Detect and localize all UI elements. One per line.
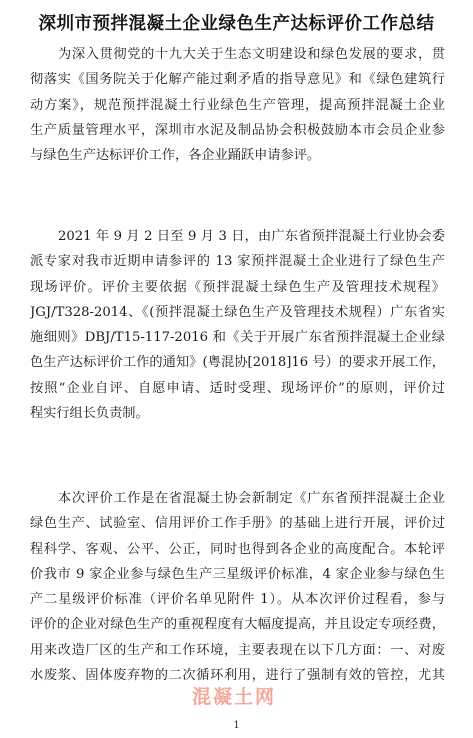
watermark-logo: 混凝土网 (192, 686, 277, 708)
paragraph-line: 施细则》DBJ/T15-117-2016 和《关于开展广东省预拌混凝土企业绿 (30, 330, 445, 346)
paragraph-line: 程实行组长负责制。 (30, 406, 149, 422)
paragraph-line: 动方案》，规范预拌混凝土行业绿色生产管理，提高预拌混凝土企业 (30, 97, 445, 113)
paragraph-line: 用来改造厂区的生产和工作环境，主要表现在以下几方面：一、对废 (30, 642, 445, 658)
paragraph-line: 彻落实《国务院关于化解产能过剩矛盾的指导意见》和《绿色建筑行 (30, 72, 445, 88)
paragraph-line: 与绿色生产达标评价工作，各企业踊跃申请参评。 (30, 148, 321, 164)
paragraph-line: 绿色生产、试验室、信用评价工作手册》的基础上进行开展，评价过 (30, 516, 445, 532)
paragraph-line: 按照“企业自评、自愿申请、适时受理、现场评价”的原则，评价过 (30, 380, 445, 396)
paragraph-line: 色生产达标评价工作的通知》(粤混协[2018]16 号）的要求开展工作， (30, 355, 445, 371)
paragraph-line: 价我市 9 家企业参与绿色生产三星级评价标准，4 家企业参与绿色生 (30, 566, 445, 582)
paragraph-summary (30, 486, 445, 688)
paragraph-line: 水废浆、固体废弃物的二次循环利用，进行了强制有效的管控，尤其 (30, 668, 445, 684)
paragraph-intro (30, 42, 445, 168)
paragraph-line: JGJ/T328-2014、《(预拌混凝土绿色生产及管理技术规程）广东省实 (30, 304, 445, 320)
paragraph-line: 为深入贯彻党的十九大关于生态文明建设和绿色发展的要求，贯 (58, 47, 445, 62)
paragraph-line: 2021 年 9 月 2 日至 9 月 3 日，由广东省预拌混凝土行业协会委 (58, 229, 445, 244)
document-title: 深圳市预拌混凝土企业绿色生产达标评价工作总结 (38, 14, 435, 34)
paragraph-line: 程科学、客观、公平、公正，同时也得到各企业的高度配合。本轮评 (30, 541, 445, 557)
page-number: 1 (233, 720, 240, 731)
paragraph-line: 现场评价。评价主要依据《预拌混凝土绿色生产及管理技术规程》 (30, 279, 445, 295)
paragraph-line: 生产质量管理水平，深圳市水泥及制品协会积极鼓励本市会员企业参 (30, 122, 445, 138)
paragraph-line: 评价的企业对绿色生产的重视程度有大幅度提高，并且设定专项经费， (30, 617, 445, 633)
paragraph-line: 本次评价工作是在省混凝土协会新制定《广东省预拌混凝土企业 (58, 491, 445, 506)
paragraph-line: 派专家对我市近期申请参评的 13 家预拌混凝土企业进行了绿色生产 (30, 254, 445, 270)
paragraph-evaluation (30, 224, 445, 426)
paragraph-line: 产二星级评价标准（评价名单见附件 1）。从本次评价过程看，参与 (30, 592, 445, 608)
